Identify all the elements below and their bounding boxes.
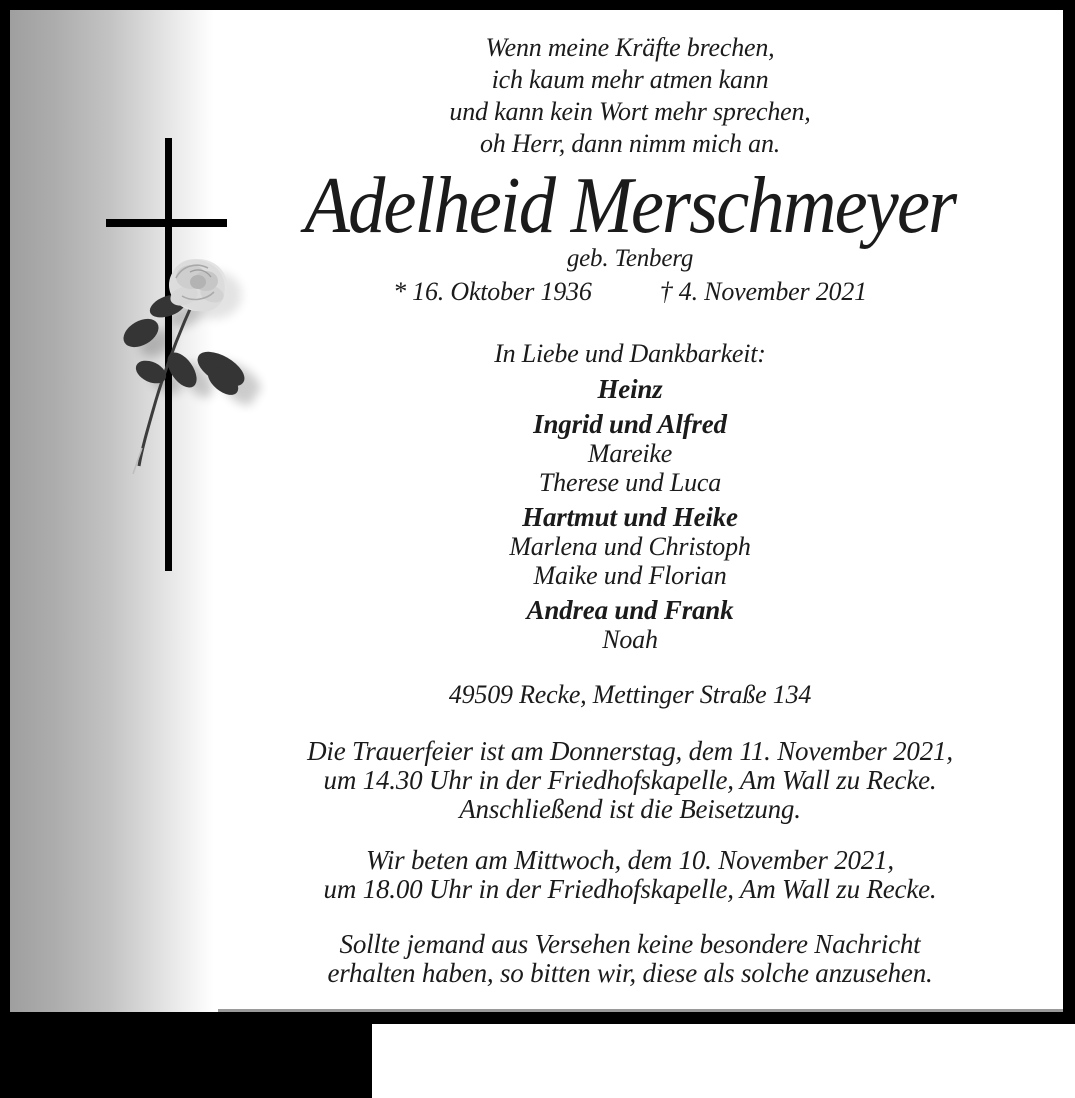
funeral-line: um 14.30 Uhr in der Friedhofskapelle, Am Wall zu Recke. [323, 765, 937, 795]
poem-line: oh Herr, dann nimm mich an. [479, 129, 781, 158]
mourner-line: Mareike [587, 439, 673, 468]
note-line: Sollte jemand aus Versehen keine besondere Nachricht [339, 929, 921, 959]
top-border [0, 0, 1075, 10]
prayer-paragraph [180, 846, 1075, 904]
mourner-line: Maike und Florian [533, 561, 727, 590]
mourner-line: Ingrid und Alfred [533, 409, 727, 439]
poem-line: und kann kein Wort mehr sprechen, [449, 97, 811, 126]
deceased-name: Adelheid Merschmeyer [304, 162, 956, 250]
poem-line: Wenn meine Kräfte brechen, [485, 33, 775, 62]
funeral-line: Anschließend ist die Beisetzung. [459, 794, 801, 824]
notification-paragraph [180, 930, 1075, 988]
birth-date: * 16. Oktober 1936 [393, 277, 592, 306]
maiden-name: geb. Tenberg [566, 245, 694, 272]
mourner-line: Andrea und Frank [526, 595, 734, 625]
bottom-left-black-block [0, 1012, 372, 1098]
note-line: erhalten haben, so bitten wir, diese als solche anzusehen. [327, 958, 933, 988]
mourner-line: Therese und Luca [538, 468, 722, 497]
mourner-line: Noah [602, 625, 658, 654]
mourner-line: Marlena und Christoph [509, 532, 751, 561]
address-line: 49509 Recke, Mettinger Straße 134 [448, 680, 812, 709]
life-dates [180, 278, 1075, 306]
poem-line: ich kaum mehr atmen kann [491, 65, 769, 94]
mourner-line: Heinz [597, 374, 663, 404]
right-border [1063, 0, 1075, 1024]
prayer-line: um 18.00 Uhr in der Friedhofskapelle, Am Wall zu Recke. [323, 874, 937, 904]
death-notice [180, 32, 1075, 988]
mourner-line: Hartmut und Heike [522, 502, 738, 532]
death-date: † 4. November 2021 [659, 277, 867, 306]
funeral-line: Die Trauerfeier ist am Donnerstag, dem 11. November 2021, [307, 736, 953, 766]
mourners-intro: In Liebe und Dankbarkeit: [494, 339, 766, 368]
left-border [0, 0, 10, 1098]
funeral-paragraph [180, 737, 1075, 824]
prayer-line: Wir beten am Mittwoch, dem 10. November 2021, [366, 845, 894, 875]
